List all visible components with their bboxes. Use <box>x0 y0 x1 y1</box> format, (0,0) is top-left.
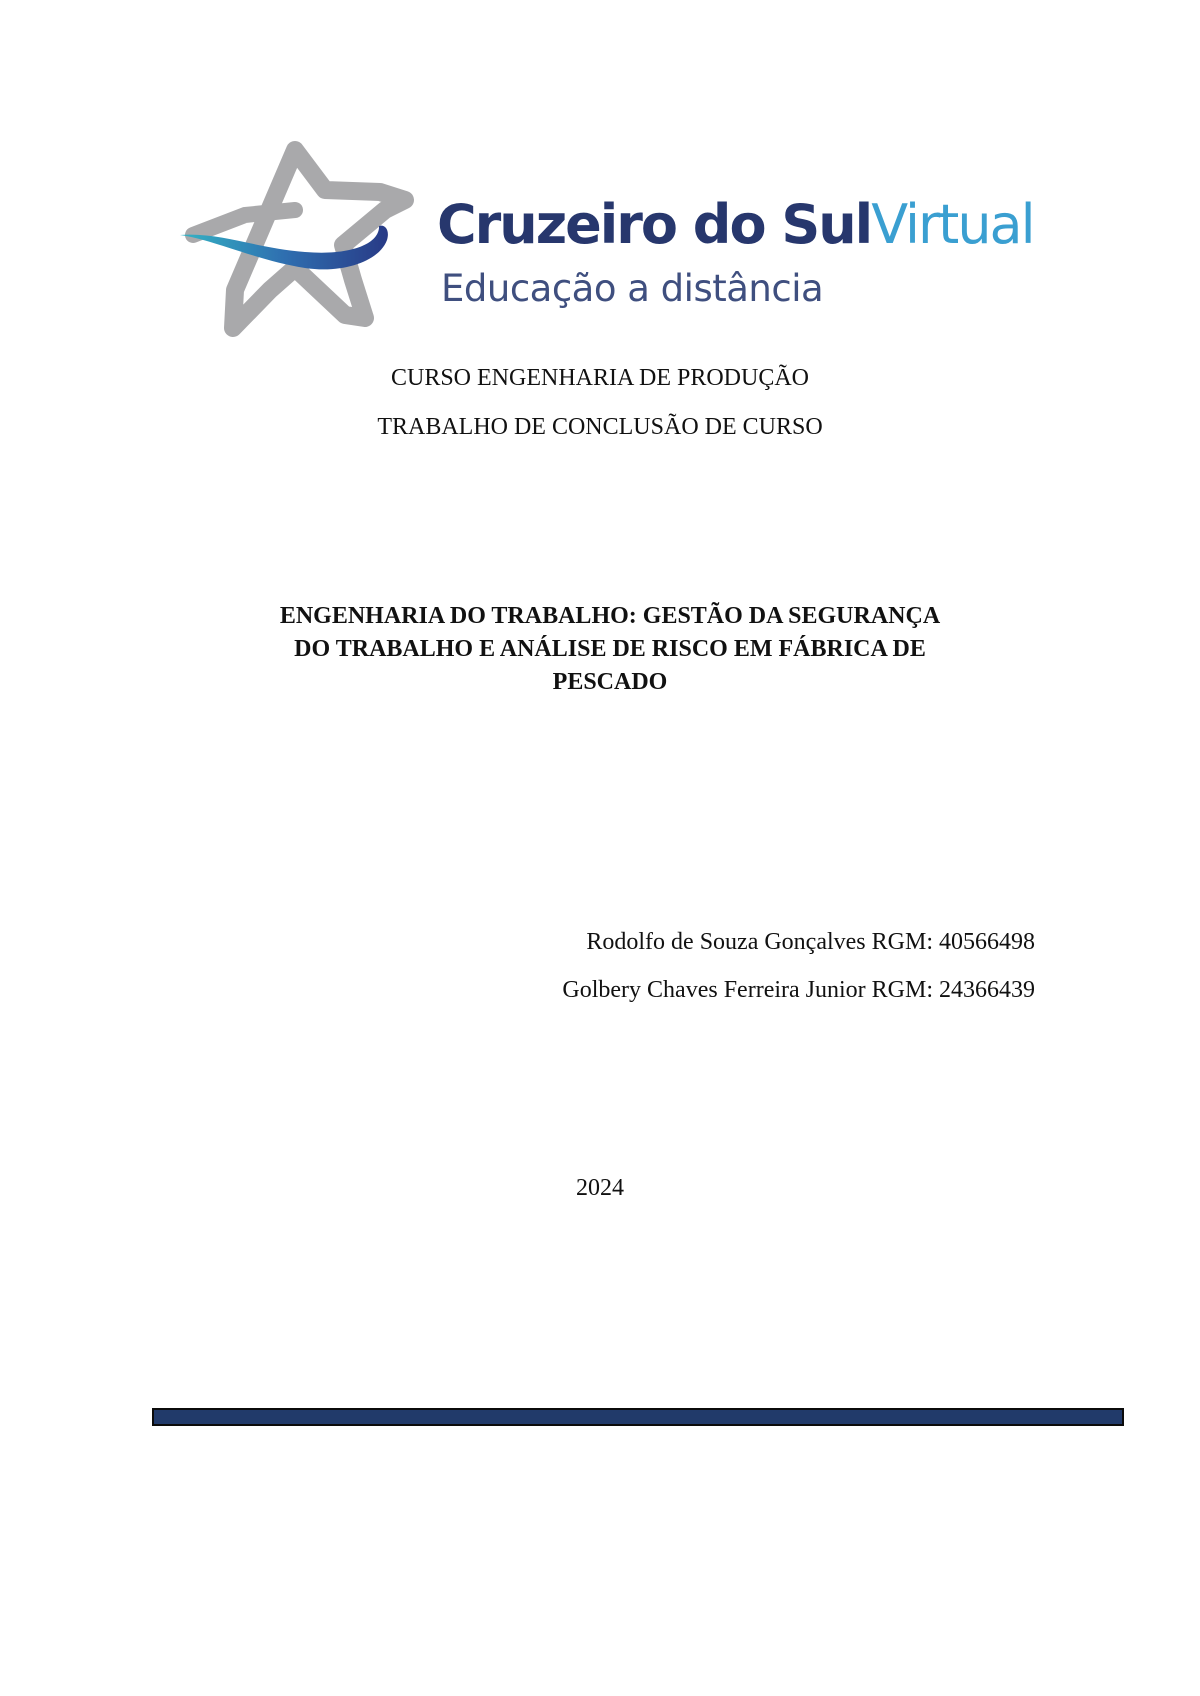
year: 2024 <box>576 1175 624 1201</box>
document-title <box>150 600 1070 699</box>
brand-name-part1: Cruzeiro do Sul <box>437 193 872 256</box>
author-2: Golbery Chaves Ferreira Junior RGM: 24366439 <box>562 977 1035 1003</box>
brand-name <box>437 193 1034 256</box>
title-line: DO TRABALHO E ANÁLISE DE RISCO EM FÁBRICA DE <box>294 636 926 662</box>
author-1: Rodolfo de Souza Gonçalves RGM: 40566498 <box>586 929 1035 955</box>
brand-name-part2: Virtual <box>871 193 1034 256</box>
work-type: TRABALHO DE CONCLUSÃO DE CURSO <box>377 414 823 440</box>
brand-tagline: Educação a distância <box>441 267 824 310</box>
title-line: ENGENHARIA DO TRABALHO: GESTÃO DA SEGURANÇA <box>279 603 941 629</box>
footer-bar <box>152 1408 1124 1426</box>
title-line: PESCADO <box>552 669 668 695</box>
cruzeiro-do-sul-logo <box>175 140 1055 350</box>
course-name: CURSO ENGENHARIA DE PRODUÇÃO <box>390 365 810 391</box>
